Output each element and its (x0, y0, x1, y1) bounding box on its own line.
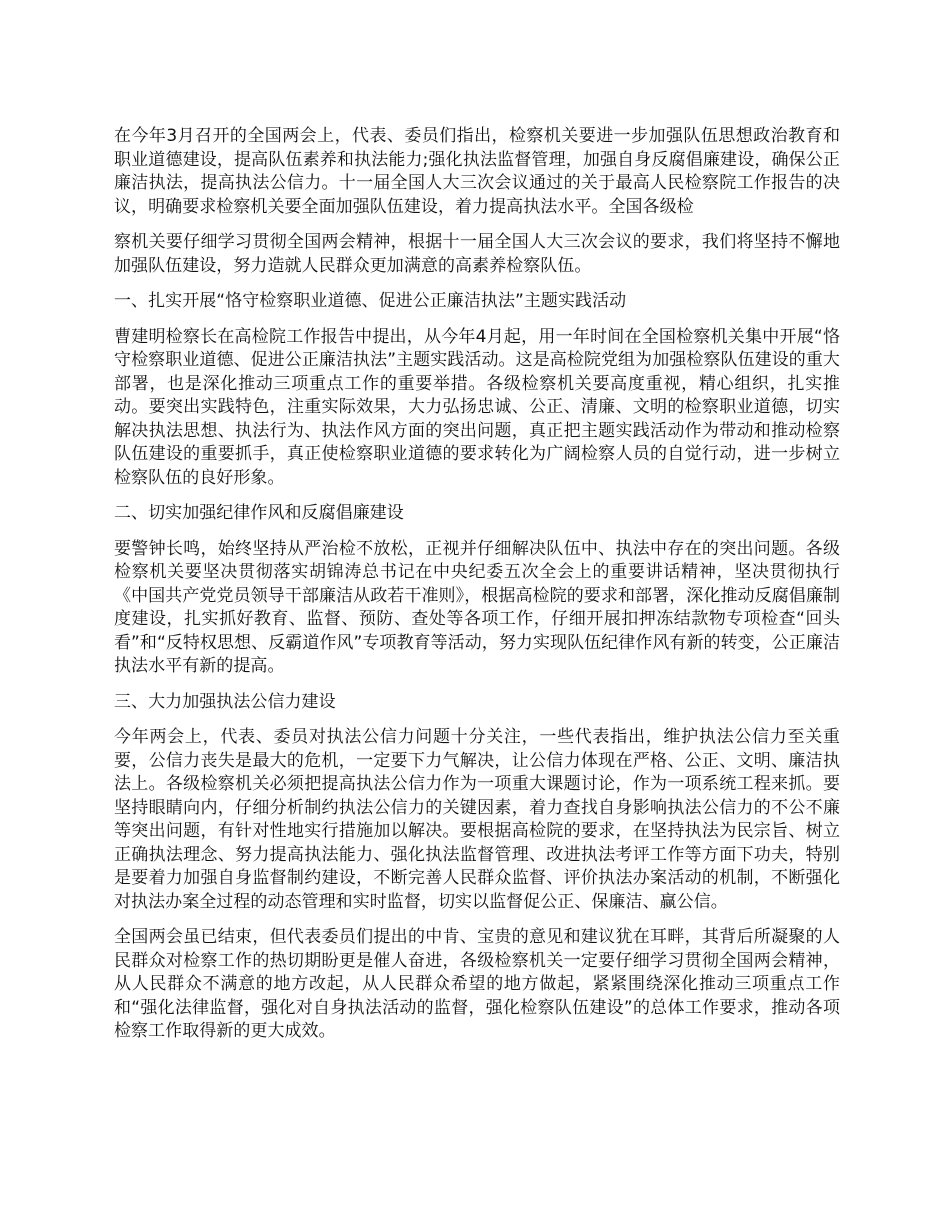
paragraph-conclusion: 全国两会虽已结束，但代表委员们提出的中肯、宝贵的意见和建议犹在耳畔，其背后所凝聚的人民群众对检察工作的热切期盼更是催人奋进，各级检察机关一定要仔细学习贯彻全国两会精神，从人民群众不满意的地方改起，从人民群众希望的地方做起，紧紧围绕深化推动三项重点工作和“强化法律监督，强化对自身执法活动的监督，强化检察队伍建设”的总体工作要求，推动各项检察工作取得新的更大成效。 (114, 927, 840, 1041)
section-heading-2: 二、切实加强纪律作风和反腐倡廉建设 (114, 503, 404, 523)
section-heading-3: 三、大力加强执法公信力建设 (114, 691, 336, 712)
paragraph-intro: 在今年3月召开的全国两会上，代表、委员们指出，检察机关要进一步加强队伍思想政治教育和职业道德建设，提高队伍素养和执法能力;强化执法监督管理，加强自身反腐倡廉建设，确保公正廉洁执法，提高执法公信力。十一届全国人大三次会议通过的关于最高人民检察院工作报告的决议，明确要求检察机关要全面加强队伍建设，着力提高执法水平。全国各级检 (114, 126, 840, 217)
paragraph-section-3: 今年两会上，代表、委员对执法公信力问题十分关注，一些代表指出，维护执法公信力至关重要，公信力丧失是最大的危机，一定要下力气解决，让公信力体现在严格、公正、文明、廉洁执法上。各级检察机关必须把提高执法公信力作为一项重大课题讨论，作为一项系统工程来抓。要坚持眼睛向内，仔细分析制约执法公信力的关键因素，着力查找自身影响执法公信力的不公不廉等突出问题，有针对性地实行措施加以解决。要根据高检院的要求，在坚持执法为民宗旨、树立正确执法理念、努力提高执法能力、强化执法监督管理、改进执法考评工作等方面下功夫，特别是要着力加强自身监督制约建设，不断完善人民群众监督、评价执法办案活动的机制，不断强化对执法办案全过程的动态管理和实时监督，切实以监督促公正、保廉洁、赢公信。 (114, 727, 840, 912)
paragraph-continuation: 察机关要仔细学习贯彻全国两会精神，根据十一届全国人大三次会议的要求，我们将坚持不懈地加强队伍建设，努力造就人民群众更加满意的高素养检察队伍。 (114, 232, 840, 276)
section-heading-1: 一、扎实开展“恪守检察职业道德、促进公正廉洁执法”主题实践活动 (114, 291, 627, 311)
paragraph-section-1: 曹建明检察长在高检院工作报告中提出，从今年4月起，用一年时间在全国检察机关集中开展“恪守检察职业道德、促进公正廉洁执法”主题实践活动。这是高检院党组为加强检察队伍建设的重大部署，也是深化推动三项重点工作的重要举措。各级检察机关要高度重视，精心组织，扎实推动。要突出实践特色，注重实际效果，大力弘扬忠诚、公正、清廉、文明的检察职业道德，切实解决执法思想、执法行为、执法作风方面的突出问题，真正把主题实践活动作为带动和推动检察队伍建设的重要抓手，真正使检察职业道德的要求转化为广阔检察人员的自觉行动，进一步树立检察队伍的良好形象。 (114, 326, 840, 488)
document-body (114, 125, 840, 1056)
paragraph-section-2: 要警钟长鸣，始终坚持从严治检不放松，正视并仔细解决队伍中、执法中存在的突出问题。各级检察机关要坚决贯彻落实胡锦涛总书记在中央纪委五次全会上的重要讲话精神，坚决贯彻执行《中国共产党党员领导干部廉洁从政若干准则》，根据高检院的要求和部署，深化推动反腐倡廉制度建设，扎实抓好教育、监督、预防、查处等各项工作，仔细开展扣押冻结款物专项检查“回头看”和“反特权思想、反霸道作风”专项教育等活动，努力实现队伍纪律作风有新的转变，公正廉洁执法水平有新的提高。 (114, 538, 840, 676)
